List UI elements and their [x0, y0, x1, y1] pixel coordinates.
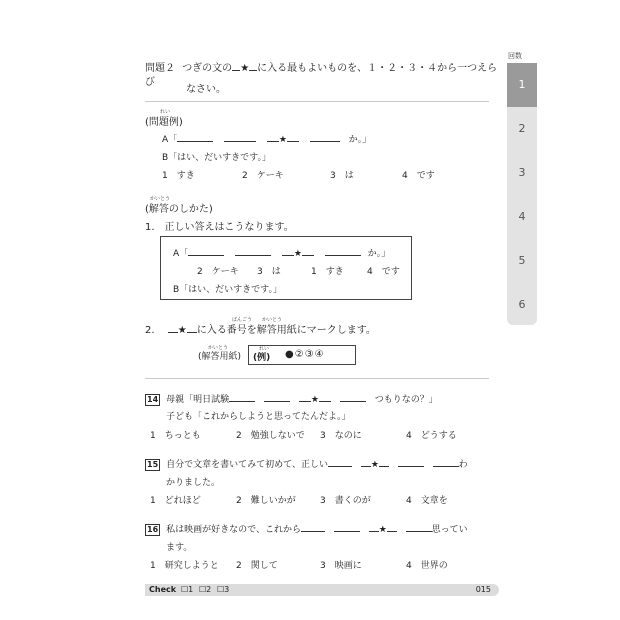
- star-icon: ★: [310, 395, 319, 405]
- question-number: 15: [147, 460, 159, 469]
- star-icon: ★: [378, 525, 387, 535]
- box-line-a-suffix: か。」: [367, 249, 391, 259]
- question-number: 16: [147, 525, 159, 534]
- check-label: Check: [149, 585, 177, 594]
- option-2[interactable]: 2 勉強しないで: [236, 431, 305, 441]
- star-icon: ★: [293, 249, 302, 259]
- box-order-1: 2 ケーキ: [197, 267, 239, 277]
- example-option-3: 3 は: [330, 171, 354, 181]
- box-order: [197, 264, 407, 276]
- box-line-b: B「はい、だいすきです。」: [173, 285, 282, 295]
- howto-step1: 1. 正しい答えはこうなります。: [145, 222, 294, 233]
- example-ruby: れい: [160, 109, 171, 115]
- option-4[interactable]: 4 世界の: [406, 561, 448, 571]
- answer-box: [160, 236, 412, 300]
- sidebar-header: 回数: [508, 52, 522, 60]
- step2-ruby-2: かいとう: [262, 317, 283, 323]
- question-16-options: [150, 558, 470, 570]
- mark-filled: ●: [285, 349, 295, 360]
- howto-heading: (解答のしかた): [145, 204, 213, 215]
- box-order-2: 3 は: [257, 267, 281, 277]
- question-14: [145, 391, 495, 406]
- question-14-options: [150, 428, 470, 440]
- box-line-a-prefix: A「: [173, 249, 189, 259]
- instruction-text-before: つぎの文の: [182, 63, 233, 74]
- question-text: 自分で文章を書いてみて初めて、正しい: [166, 460, 328, 470]
- box-line-a: [173, 245, 413, 259]
- instruction-label: 問題２: [145, 63, 175, 74]
- check-1[interactable]: ☐1: [181, 585, 194, 594]
- sidebar-tab-4[interactable]: 4: [507, 195, 537, 239]
- question-16: [145, 521, 500, 536]
- example-line-a-suffix: か。」: [348, 135, 372, 145]
- sidebar-tab-1[interactable]: 1: [507, 63, 537, 107]
- example-heading: (問題例): [145, 117, 183, 128]
- howto-step2: [145, 321, 376, 336]
- question-15-line2: かりました。: [166, 478, 221, 488]
- divider: [145, 378, 489, 379]
- answer-sheet-sample: [248, 345, 356, 365]
- check-3-label: 3: [224, 585, 230, 594]
- check-3[interactable]: ☐3: [217, 585, 230, 594]
- example-option-2: 2 ケーキ: [242, 171, 284, 181]
- option-1[interactable]: 1 どれほど: [150, 496, 201, 506]
- sidebar-tab-2[interactable]: 2: [507, 107, 537, 151]
- option-4[interactable]: 4 どうする: [406, 431, 457, 441]
- sidebar-tab-3[interactable]: 3: [507, 151, 537, 195]
- example-line-a-prefix: A「: [162, 135, 178, 145]
- step2-num: 2.: [145, 325, 155, 336]
- check-2-label: 2: [206, 585, 212, 594]
- question-16-line2: ます。: [166, 543, 193, 553]
- footer-bar: [145, 584, 499, 596]
- example-line-a: [162, 131, 371, 145]
- question-15: [145, 456, 500, 471]
- answer-sheet-label: (解答用紙): [198, 352, 242, 362]
- question-14-line2: 子ども「これからしようと思ってたんだよ。」: [166, 412, 351, 422]
- box-order-4: 4 です: [367, 267, 400, 277]
- star-icon: ★: [278, 135, 287, 145]
- instruction-line2: なさい。: [186, 84, 226, 95]
- example-line-b: B「はい、だいすきです。」: [162, 153, 271, 163]
- question-text: 母親「明日試験: [166, 395, 230, 405]
- star-icon: ★: [177, 325, 187, 336]
- mark-4: ④: [314, 349, 325, 360]
- question-text-suffix: わ: [458, 460, 468, 470]
- box-order-3: 1 すき: [311, 267, 344, 277]
- question-15-options: [150, 493, 470, 505]
- option-3[interactable]: 3 映画に: [320, 561, 362, 571]
- question-number: 14: [147, 395, 159, 404]
- question-text-suffix: つもりなの？」: [374, 395, 438, 405]
- option-2[interactable]: 2 難しいかが: [236, 496, 296, 506]
- step2-ruby-1: ばんごう: [232, 317, 253, 323]
- check-2[interactable]: ☐2: [199, 585, 212, 594]
- answer-example: (例): [253, 353, 271, 363]
- divider: [145, 101, 489, 102]
- star-icon: ★: [370, 460, 379, 470]
- mark-2: ②: [294, 349, 305, 360]
- sidebar-tab-6[interactable]: 6: [507, 283, 537, 325]
- instruction-text-after: に入る最もよいものを、１・２・３・４から一つえらび: [145, 63, 498, 88]
- answer-label-ruby: かいとう: [208, 345, 229, 351]
- option-1[interactable]: 1 研究しようと: [150, 561, 219, 571]
- answer-marks: [285, 349, 325, 360]
- step2-text: に入る番号を解答用紙にマークします。: [196, 325, 376, 336]
- option-2[interactable]: 2 関して: [236, 561, 278, 571]
- option-4[interactable]: 4 文章を: [406, 496, 448, 506]
- question-text-suffix: 思ってい: [431, 525, 468, 535]
- mark-3: ③: [304, 349, 315, 360]
- howto-ruby: かいとう: [150, 196, 171, 202]
- option-1[interactable]: 1 ちっとも: [150, 431, 201, 441]
- check-1-label: 1: [188, 585, 194, 594]
- sidebar-tab-5[interactable]: 5: [507, 239, 537, 283]
- option-3[interactable]: 3 なのに: [320, 431, 362, 441]
- question-text: 私は映画が好きなので、これから: [166, 525, 301, 535]
- star-icon: ★: [240, 63, 250, 74]
- example-option-1: 1 すき: [162, 171, 195, 181]
- example-option-4: 4 です: [402, 171, 435, 181]
- page-number: 015: [475, 585, 491, 594]
- answer-example-ruby: れい: [259, 346, 270, 352]
- option-3[interactable]: 3 書くのが: [320, 496, 371, 506]
